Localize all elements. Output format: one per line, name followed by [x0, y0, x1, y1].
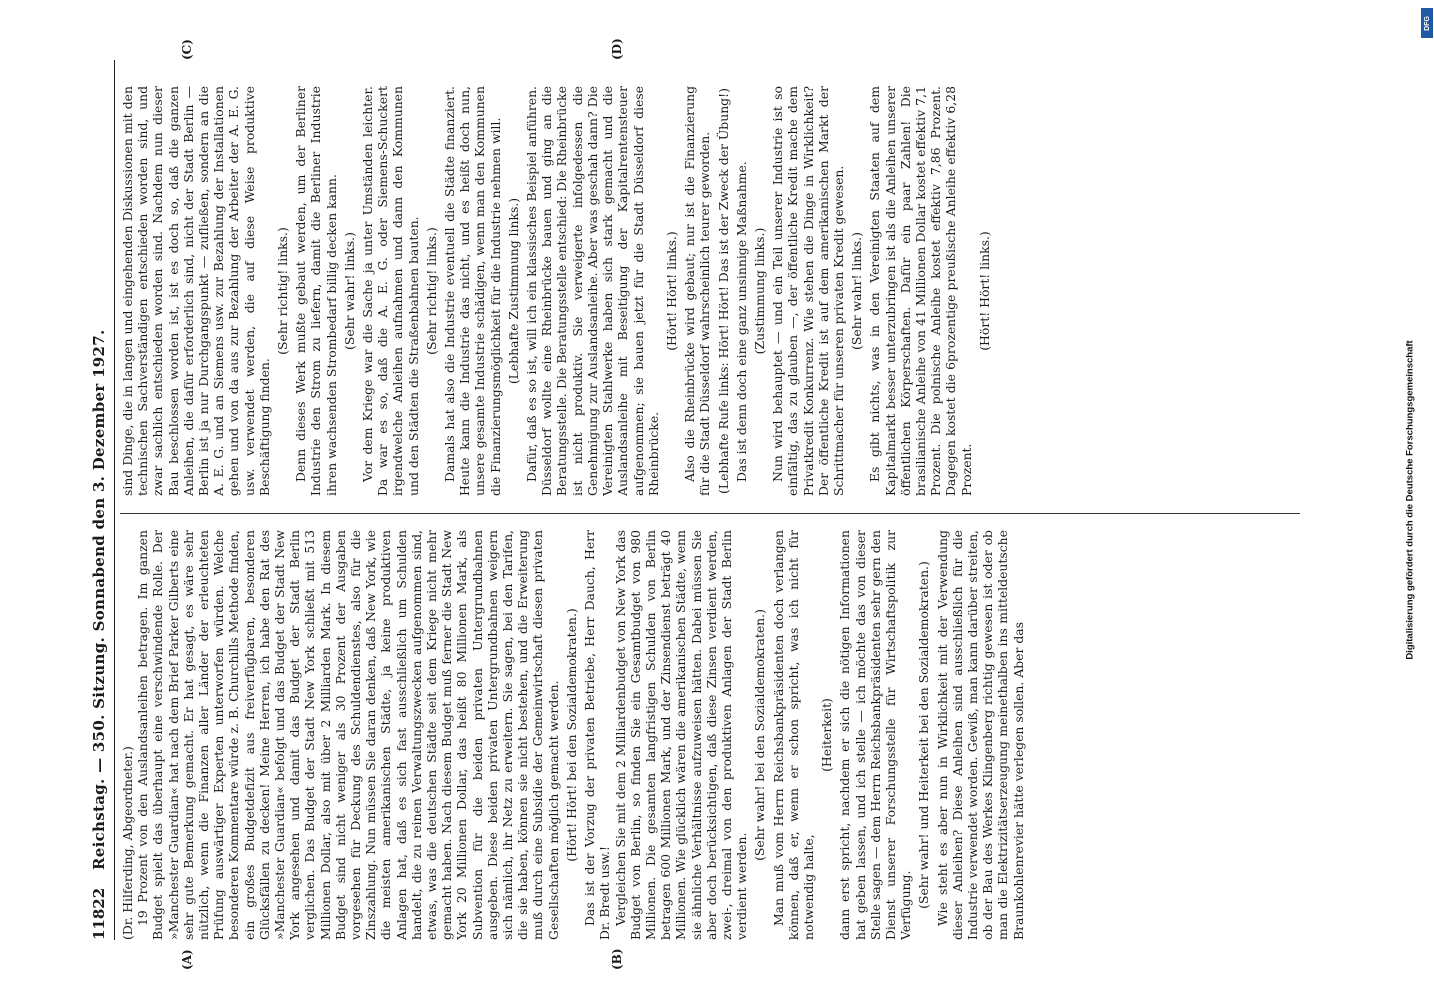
paragraph: Also die Rheinbrücke wird gebaut; nur ist die Finanzierung für die Stadt Düsseldorf wahrscheinlich teurer geworden.: [682, 86, 713, 496]
interjection: (Sehr wahr! links.): [849, 232, 865, 350]
paragraph: Vor dem Kriege war die Sache ja unter Umständen leichter. Da war es so, daß die A. E. G. oder Siemens-Schuckert irgendwelche Anleihen aufnahmen und dann den Kommunen und den Städten die Straßenbahnen bauten.: [360, 86, 421, 496]
page-title: Reichstag. — 350. Sitzung. Sonnabend den 3. Dezember 1927.: [90, 329, 108, 870]
paragraph: Das ist der Vorzug der privaten Betriebe, Herr Dauch, Herr Dr. Bredt usw.!: [582, 530, 613, 940]
dfg-logo: [1421, 8, 1433, 38]
margin-marker-a: (A): [180, 949, 194, 970]
digitization-note: Digitalisierung gefördert durch die Deutsche Forschungsgemeinschaft: [1404, 340, 1416, 660]
paragraph: Wie steht es aber nun in Wirklichkeit mit der Verwendung dieser Anleihen? Diese Anleihen sind ausschließlich für die Industrie verwendet worden. Gewiß, man kann darüber streiten, ob der Bau des Werkes Klingenberg richtig gewesen ist oder ob man die Elektrizitätserzeugung meinethalben ins mitteldeutsche Braunkohlenrevier hätte verlegen sollen. Aber das: [934, 530, 1026, 940]
rotated-page: [90, 38, 1340, 970]
interjection: (Sehr wahr! links.): [341, 232, 357, 350]
interjection: (Sehr richtig! links.): [275, 227, 291, 355]
column-divider: [120, 513, 1300, 514]
interjection: (Lebhafte Rufe links: Hört! Hört! Das ist der Zweck der Übung!): [715, 88, 731, 494]
interjection: (Zustimmung links.): [751, 227, 767, 355]
interjection: (Hört! Hört! links.): [976, 231, 992, 351]
paragraph: 19 Prozent von den Auslandsanleihen betragen. Im ganzen Budget spielt das überhaupt eine verschwindende Rolle. Der »Manchester Guardian« hat nach dem Brief Parker Gilberts eine sehr gute Bemerkung gemacht. Er hat gesagt, es wäre sehr nützlich, wenn die Finanzen aller Länder der erleuchteten Prüfung auswärtiger Experten unterworfen würden. Welche besonderen Kommentare würde z. B. Churchills Methode finden, ein großes Budgetdefizit aus freiverfügbaren, besonderen Glücksfällen zu decken! Meine Herren, ich habe den Rat des »Manchester Guardian« befolgt und das Budget der Stadt New York angesehen und damit das Budget der Stadt Berlin verglichen. Das Budget der Stadt New York schließt mit 513 Millionen Dollar, also mit über 2 Milliarden Mark. In diesem Budget sind nicht weniger als 30 Prozent der Ausgaben vorgesehen für Deckung des Schuldendienstes, also für die Zinszahlung. Nun müssen Sie daran denken, daß New York, wie die meisten amerikanischen Städte, ja keine produktiven Anlagen hat, daß es sich fast ausschließlich um Schulden handelt, die zu reinen Verwaltungszwecken aufgenommen sind, etwas, was die deutschen Städte seit dem Kriege nicht mehr gemacht haben. Nach diesem Budget muß ferner die Stadt New York 20 Millionen Dollar, das heißt 80 Millionen Mark, als Subvention für die beiden privaten Untergrundbahnen ausgeben. Diese beiden privaten Untergrundbahnen weigern sich nämlich, ihr Netz zu erweitern. Sie sagen, bei den Tarifen, die sie haben, können sie nicht bestehen, und die Erweiterung muß durch eine Subsidie der Gemeinwirtschaft diesen privaten Gesellschaften möglich gemacht werden.: [135, 530, 561, 940]
margin-marker-d: (D): [610, 38, 624, 60]
paragraph: Dafür, daß es so ist, will ich ein klassisches Beispiel anführen. Düsseldorf wollte eine Rheinbrücke bauen und ging an die Beratungsstelle. Die Beratungsstelle entschied: Die Rheinbrücke ist nicht produktiv. Sie verweigerte infolgedessen die Genehmigung zur Auslandsanleihe. Aber was geschah dann? Die Vereinigten Stahlwerke haben sich stark gemacht und die Auslandsanleihe mit Beseitigung der Kapitalrentensteuer aufgenommen; sie bauen jetzt für die Stadt Düsseldorf diese Rheinbrücke.: [524, 86, 661, 496]
paragraph: sind Dinge, die in langen und eingehenden Diskussionen mit den technischen Sachverständigen entschieden worden sind, und zwar sachlich entschieden worden sind. Nachdem nun dieser Bau beschlossen worden ist, ist es doch so, daß die ganzen Anleihen, die dafür erforderlich sind, nicht der Stadt Berlin — Berlin ist ja nur Durchgangspunkt — zufließen, sondern an die A. E. G. und an Siemens usw. zur Bezahlung der Installationen gehen und von da aus zur Bezahlung der Arbeiter der A. E. G. usw. verwendet werden, die auf diese Weise produktive Beschäftigung finden.: [120, 86, 272, 496]
dfg-logo-text: DFG: [1423, 15, 1431, 31]
page-header: [90, 60, 112, 940]
paragraph: Nun wird behauptet — und ein Teil unserer Industrie ist so einfältig, das zu glauben —, der öffentliche Kredit mache dem Privatkredit Konkurrenz. Wie stehen die Dinge in Wirklichkeit? Der öffentliche Kredit ist auf dem amerikanischen Markt der Schrittmacher für unseren privaten Kredit gewesen.: [770, 86, 846, 496]
interjection: (Lebhafte Zustimmung links.): [505, 197, 521, 385]
paragraph: (Dr. Hilferding, Abgeordneter.): [120, 746, 135, 940]
page-number: 11822: [90, 887, 108, 940]
paragraph: Vergleichen Sie mit dem 2 Milliardenbudget von New York das Budget von Berlin, so finden Sie ein Gesamtbudget von 980 Millionen. Die gesamten langfristigen Schulden von Berlin betragen 600 Millionen Mark, und der Zinsendienst beträgt 40 Millionen. Wie glücklich wären die amerikanischen Städte, wenn sie ähnliche Verhältnisse aufzuweisen hätten. Dabei müssen Sie aber doch berücksichtigen, daß diese Zinsen verdient werden, zwei-, dreimal von den produktiven Anlagen der Stadt Berlin verdient werden.: [612, 530, 750, 940]
paragraph: Damals hat also die Industrie eventuell die Städte finanziert. Heute kann die Industrie das nicht, und es heißt doch nun, unsere gesamte Industrie schädigen, wenn man den Kommunen die Finanzierungsmöglichkeit für die Industrie nehmen will.: [442, 86, 503, 496]
interjection: (Sehr richtig! links.): [423, 227, 439, 355]
interjection: (Sehr wahr! bei den Sozialdemokraten.): [752, 609, 768, 861]
interjection: (Hört! Hört! links.): [663, 231, 679, 351]
paragraph: Es gibt nichts, was in den Vereinigten Staaten auf dem Kapitalmarkt besser unterzubringen ist als die Anleihen unserer öffentlichen Körperschaften. Dafür ein paar Zahlen! Die brasilianische Anleihe von 41 Millionen Dollar kostet effektiv 7,1 Prozent. Die polnische Anleihe kostet effektiv 7,86 Prozent. Dagegen kostet die 6prozentige preußische Anleihe effektiv 6,28 Prozent.: [867, 86, 974, 496]
paragraph: Das ist denn doch eine ganz unsinnige Maßnahme.: [733, 161, 749, 482]
paragraph: Denn dieses Werk mußte gebaut werden, um der Berliner Industrie den Strom zu liefern, damit die Berliner Industrie ihren wachsenden Strombedarf billig decken kann.: [293, 86, 339, 496]
margin-marker-b: (B): [610, 948, 624, 970]
paragraph: Man muß vom Herrn Reichsbankpräsidenten doch verlangen können, daß er, wenn er schon spricht, was ich nicht für notwendig halte,: [770, 530, 816, 940]
right-column: [120, 86, 1330, 496]
margin-marker-c: (C): [180, 39, 194, 60]
paragraph: dann erst spricht, nachdem er sich die nötigen Informationen hat geben lassen, und ich stelle — ich möchte das von dieser Stelle sagen — dem Herrn Reichsbankpräsidenten sehr gern den Dienst unserer Forschungsstelle für Wirtschaftspolitik zur Verfügung.: [837, 530, 914, 940]
interjection: (Heiterkeit): [819, 698, 835, 772]
left-column: [120, 530, 1330, 940]
interjection: (Sehr wahr! und Heiterkeit bei den Sozialdemokraten.): [916, 561, 932, 909]
header-rule: [114, 60, 115, 940]
interjection: (Hört! Hört! bei den Sozialdemokraten.): [563, 608, 579, 862]
